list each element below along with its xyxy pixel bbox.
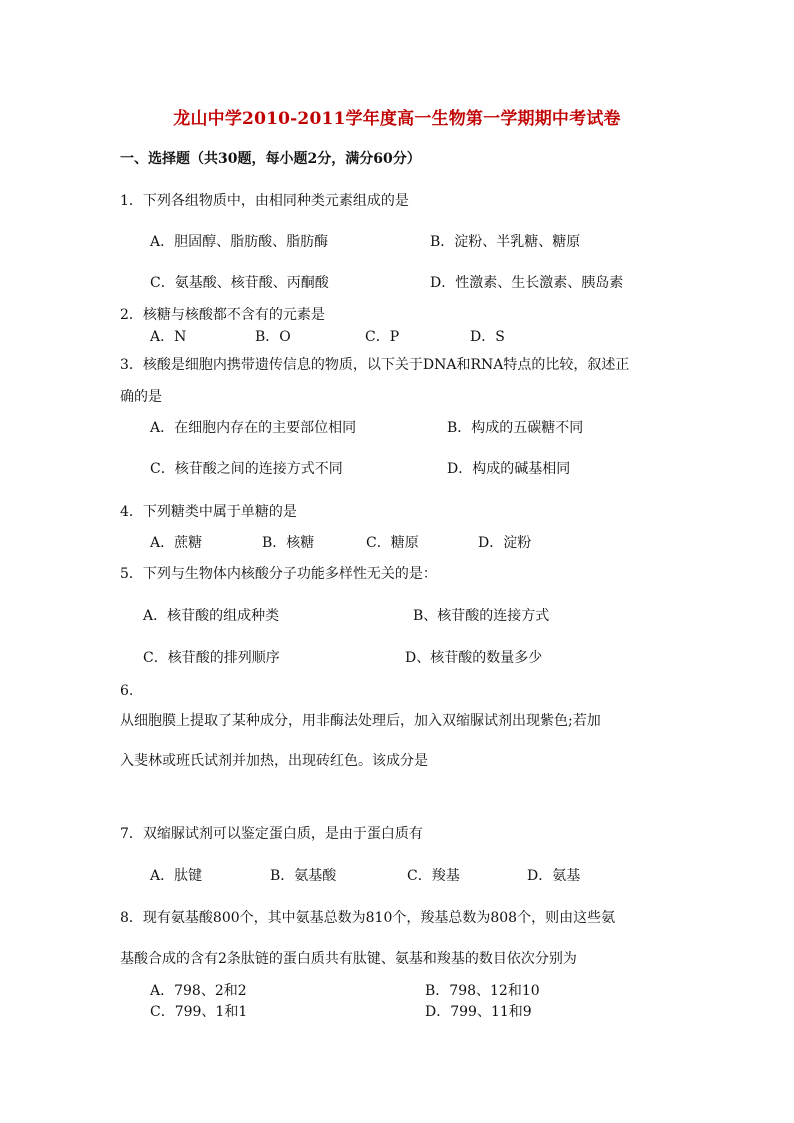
q2-stem: 2．核糖与核酸都不含有的元素是 bbox=[120, 307, 325, 323]
q4-option-a: A．蔗糖 bbox=[150, 535, 203, 551]
q2-option-b: B．O bbox=[255, 329, 291, 345]
q3-option-a: A．在细胞内存在的主要部位相同 bbox=[150, 420, 357, 436]
q1-option-b: B．淀粉、半乳糖、糖原 bbox=[430, 234, 581, 250]
q7-option-c: C．羧基 bbox=[407, 868, 460, 884]
q8-option-b: B．798、12和10 bbox=[425, 983, 540, 999]
q8-option-c: C．799、1和1 bbox=[150, 1004, 248, 1020]
q4-stem: 4．下列糖类中属于单糖的是 bbox=[120, 504, 297, 520]
q1-option-a: A．胆固醇、脂肪酸、脂肪酶 bbox=[150, 234, 329, 250]
q6-number: 6. bbox=[120, 683, 134, 699]
q6-stem-line2: 入斐林或班氏试剂并加热，出现砖红色。该成分是 bbox=[120, 753, 428, 769]
q4-option-d: D．淀粉 bbox=[478, 535, 532, 551]
q7-option-b: B．氨基酸 bbox=[270, 868, 337, 884]
q7-stem: 7．双缩脲试剂可以鉴定蛋白质，是由于蛋白质有 bbox=[120, 826, 423, 842]
q4-option-b: B．核糖 bbox=[262, 535, 315, 551]
q7-option-d: D．氨基 bbox=[527, 868, 581, 884]
q5-stem: 5．下列与生物体内核酸分子功能多样性无关的是： bbox=[120, 566, 437, 582]
q3-option-b: B．构成的五碳糖不同 bbox=[447, 420, 584, 436]
q7-option-a: A．肽键 bbox=[150, 868, 203, 884]
q3-option-c: C．核苷酸之间的连接方式不同 bbox=[150, 461, 343, 477]
q6-stem-line1: 从细胞膜上提取了某种成分，用非酶法处理后，加入双缩脲试剂出现紫色;若加 bbox=[120, 713, 601, 729]
q5-option-b: B、核苷酸的连接方式 bbox=[413, 608, 550, 624]
q2-option-a: A．N bbox=[150, 329, 187, 345]
q8-option-d: D．799、11和9 bbox=[425, 1004, 532, 1020]
q3-stem-line1: 3．核酸是细胞内携带遗传信息的物质，以下关于DNA和RNA特点的比较，叙述正 bbox=[120, 357, 630, 373]
q8-stem-line1: 8．现有氨基酸800个，其中氨基总数为810个，羧基总数为808个，则由这些氨 bbox=[120, 910, 616, 926]
q8-stem-line2: 基酸合成的含有2条肽链的蛋白质共有肽键、氨基和羧基的数目依次分别为 bbox=[120, 951, 577, 967]
section-heading: 一、选择题（共30题，每小题2分，满分60分） bbox=[120, 151, 421, 167]
q1-stem: 1．下列各组物质中，由相同种类元素组成的是 bbox=[120, 193, 409, 209]
q5-option-a: A．核苷酸的组成种类 bbox=[143, 608, 280, 624]
q2-option-c: C．P bbox=[365, 329, 400, 345]
q3-option-d: D．构成的碱基相同 bbox=[447, 461, 571, 477]
q4-option-c: C．糖原 bbox=[366, 535, 419, 551]
q5-option-c: C．核苷酸的排列顺序 bbox=[143, 650, 280, 666]
q1-option-d: D．性激素、生长激素、胰岛素 bbox=[430, 275, 624, 291]
q8-option-a: A．798、2和2 bbox=[150, 983, 247, 999]
q3-stem-line2: 确的是 bbox=[120, 389, 162, 405]
q1-option-c: C．氨基酸、核苷酸、丙酮酸 bbox=[150, 275, 329, 291]
q5-option-d: D、核苷酸的数量多少 bbox=[405, 650, 543, 666]
exam-title: 龙山中学2010-2011学年度高一生物第一学期期中考试卷 bbox=[173, 109, 621, 129]
q2-option-d: D．S bbox=[470, 329, 505, 345]
